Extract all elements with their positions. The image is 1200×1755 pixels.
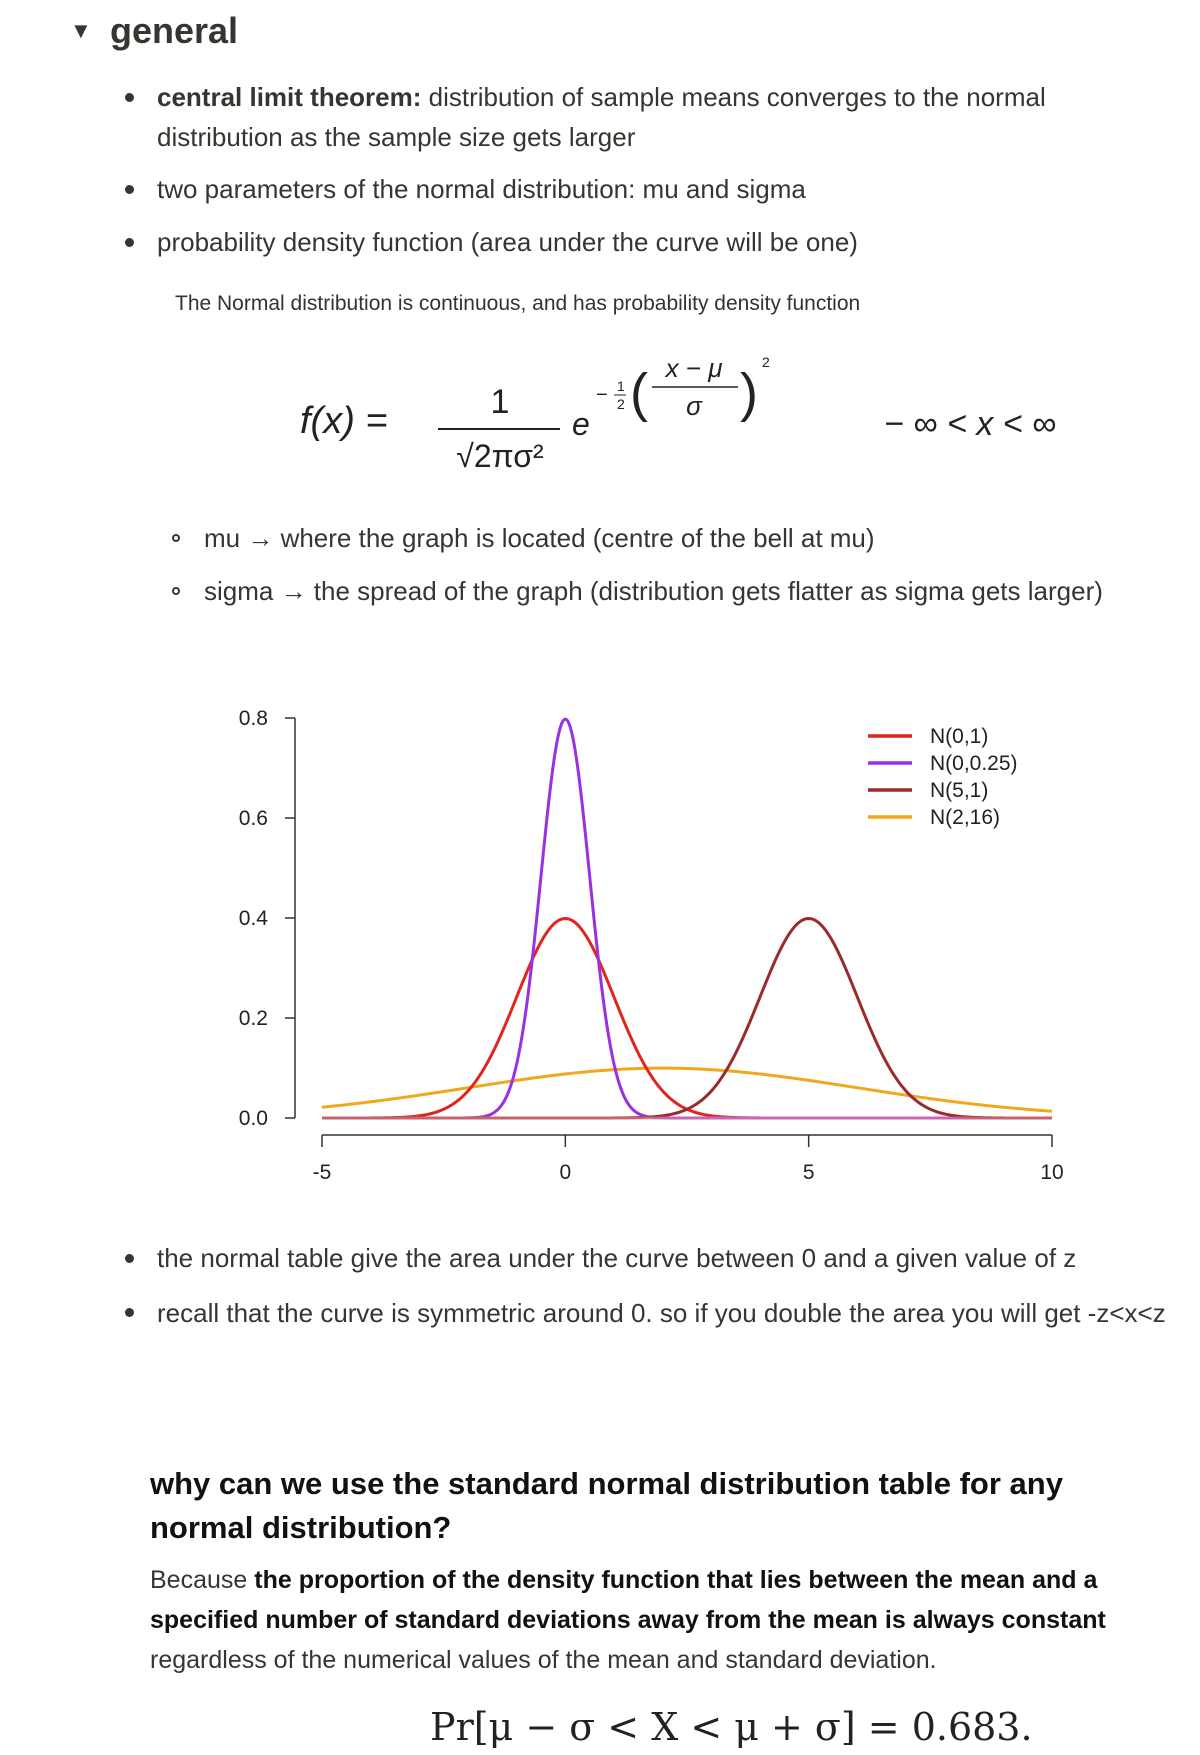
- para-bold: the proportion of the density function that lies between the mean and a specified number of standard deviations away from the mean is always constant: [150, 1566, 1106, 1634]
- formula-lhs: f(x) =: [300, 400, 388, 442]
- series-line: [322, 919, 1052, 1118]
- bullet-bold: central limit theorem:: [157, 82, 422, 112]
- para-pre: Because: [150, 1566, 255, 1594]
- series-line: [322, 919, 1052, 1118]
- bullet-body: distribution of sample means converges to the normal distribution as the sample size gets larger: [157, 82, 1046, 152]
- sub-bullet-circle: [172, 534, 180, 542]
- formula-exp-frac-num: x − μ: [665, 353, 723, 383]
- formula-paren-right: ): [740, 363, 758, 423]
- bullet-dot: [125, 93, 134, 102]
- series-line: [322, 1068, 1052, 1111]
- x-tick-label: -5: [312, 1161, 332, 1184]
- sub-bullet-text: mu → where the graph is located (centre of the bell at mu): [204, 523, 875, 553]
- y-tick-label: 0.6: [238, 807, 268, 830]
- toggle-block[interactable]: [70, 10, 238, 52]
- sub-bullet-circle: [172, 587, 180, 595]
- bullet-dot: [125, 238, 134, 247]
- formula-exp-frac-den: σ: [686, 391, 702, 421]
- normal-distribution-chart: [0, 680, 1200, 1200]
- y-tick-label: 0.8: [238, 707, 268, 730]
- formula-denominator: √2πσ²: [456, 438, 544, 474]
- x-tick-label: 5: [802, 1161, 815, 1184]
- section-heading: why can we use the standard normal distribution table for any normal distribution?: [150, 1466, 1063, 1545]
- y-tick-label: 0.2: [238, 1007, 268, 1030]
- toggle-title: general: [110, 10, 239, 51]
- formula-exp-half-den: 2: [617, 396, 625, 412]
- toggle-arrow-icon[interactable]: ▼: [70, 18, 92, 43]
- bullet-text: [157, 77, 1167, 157]
- y-tick-label: 0.4: [238, 907, 268, 930]
- bullet-text: recall that the curve is symmetric around 0. so if you double the area you will get -z<x<z: [157, 1298, 1166, 1328]
- formula-numerator: 1: [490, 383, 510, 421]
- formula-exp-power: 2: [762, 354, 770, 370]
- formula-caption: The Normal distribution is continuous, and has probability density function: [175, 292, 861, 315]
- x-tick-label: 0: [559, 1161, 572, 1184]
- legend-label: N(2,16): [930, 806, 1001, 829]
- bullet-text: the normal table give the area under the curve between 0 and a given value of z: [157, 1243, 1077, 1273]
- formula-range: − ∞ < x < ∞: [884, 405, 1057, 443]
- y-tick-label: 0.0: [238, 1107, 268, 1130]
- bullet-dot: [125, 1254, 134, 1263]
- sub-bullet-text: sigma → the spread of the graph (distribution gets flatter as sigma gets larger): [204, 576, 1103, 606]
- explanation-paragraph: [150, 1560, 1170, 1680]
- probability-formula: Pr[μ − σ < X < μ + σ] = 0.683.: [430, 1705, 1033, 1749]
- legend-label: N(5,1): [930, 779, 989, 802]
- legend-label: N(0,0.25): [930, 752, 1018, 775]
- formula-paren-left: (: [630, 363, 648, 423]
- formula-base: e: [572, 406, 590, 442]
- x-tick-label: 10: [1040, 1161, 1064, 1184]
- bullet-text: two parameters of the normal distribution: mu and sigma: [157, 174, 806, 204]
- bullet-text: probability density function (area under the curve will be one): [157, 227, 858, 257]
- formula-exp-half-num: 1: [617, 378, 625, 394]
- pdf-formula: [300, 345, 1160, 495]
- formula-exp-sign: −: [596, 384, 608, 406]
- bullet-dot: [125, 1308, 134, 1317]
- bullet-dot: [125, 185, 134, 194]
- legend-label: N(0,1): [930, 725, 989, 748]
- para-post: regardless of the numerical values of the mean and standard deviation.: [150, 1646, 937, 1674]
